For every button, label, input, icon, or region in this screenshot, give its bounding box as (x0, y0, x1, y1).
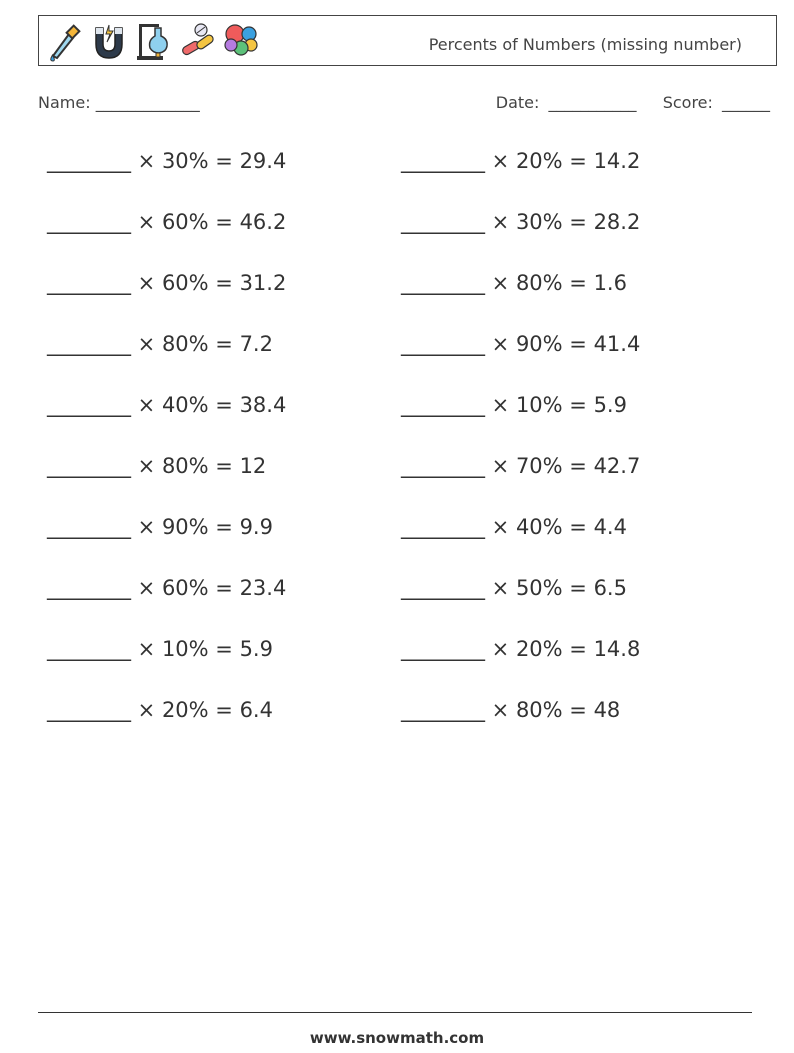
name-blank: _____________ (95, 93, 200, 112)
problem-left-7: ________ × 90% = 9.9 (47, 515, 273, 539)
problem-right-3: ________ × 80% = 1.6 (401, 271, 627, 295)
pills-icon (179, 20, 215, 62)
molecule-icon (223, 20, 259, 62)
problem-right-6: ________ × 70% = 42.7 (401, 454, 641, 478)
problem-right-4: ________ × 90% = 41.4 (401, 332, 641, 356)
date-score-fields (492, 93, 770, 112)
problem-left-2: ________ × 60% = 46.2 (47, 210, 287, 234)
problem-right-2: ________ × 30% = 28.2 (401, 210, 641, 234)
score-blank: ______ (722, 93, 770, 112)
lab-stand-icon (135, 20, 171, 62)
problem-right-1: ________ × 20% = 14.2 (401, 149, 641, 173)
problem-left-9: ________ × 10% = 5.9 (47, 637, 273, 661)
problem-right-9: ________ × 20% = 14.8 (401, 637, 641, 661)
footer-divider (38, 1012, 752, 1013)
problem-right-10: ________ × 80% = 48 (401, 698, 621, 722)
name-field (38, 93, 200, 112)
date-label: Date: (495, 93, 540, 112)
problem-left-3: ________ × 60% = 31.2 (47, 271, 287, 295)
problem-right-5: ________ × 10% = 5.9 (401, 393, 627, 417)
worksheet-title: Percents of Numbers (missing number) (428, 35, 742, 54)
dropper-icon (47, 20, 83, 62)
problem-left-4: ________ × 80% = 7.2 (47, 332, 273, 356)
date-blank: ___________ (548, 93, 637, 112)
name-label: Name: (38, 93, 91, 112)
problem-right-7: ________ × 40% = 4.4 (401, 515, 627, 539)
footer-website[interactable]: www.snowmath.com (309, 1029, 485, 1047)
problem-right-8: ________ × 50% = 6.5 (401, 576, 627, 600)
magnet-icon (91, 20, 127, 62)
problem-left-6: ________ × 80% = 12 (47, 454, 267, 478)
score-label: Score: (662, 93, 713, 112)
problem-left-1: ________ × 30% = 29.4 (47, 149, 287, 173)
problem-left-5: ________ × 40% = 38.4 (47, 393, 287, 417)
problem-left-8: ________ × 60% = 23.4 (47, 576, 287, 600)
problem-left-10: ________ × 20% = 6.4 (47, 698, 273, 722)
worksheet-header (38, 15, 777, 66)
